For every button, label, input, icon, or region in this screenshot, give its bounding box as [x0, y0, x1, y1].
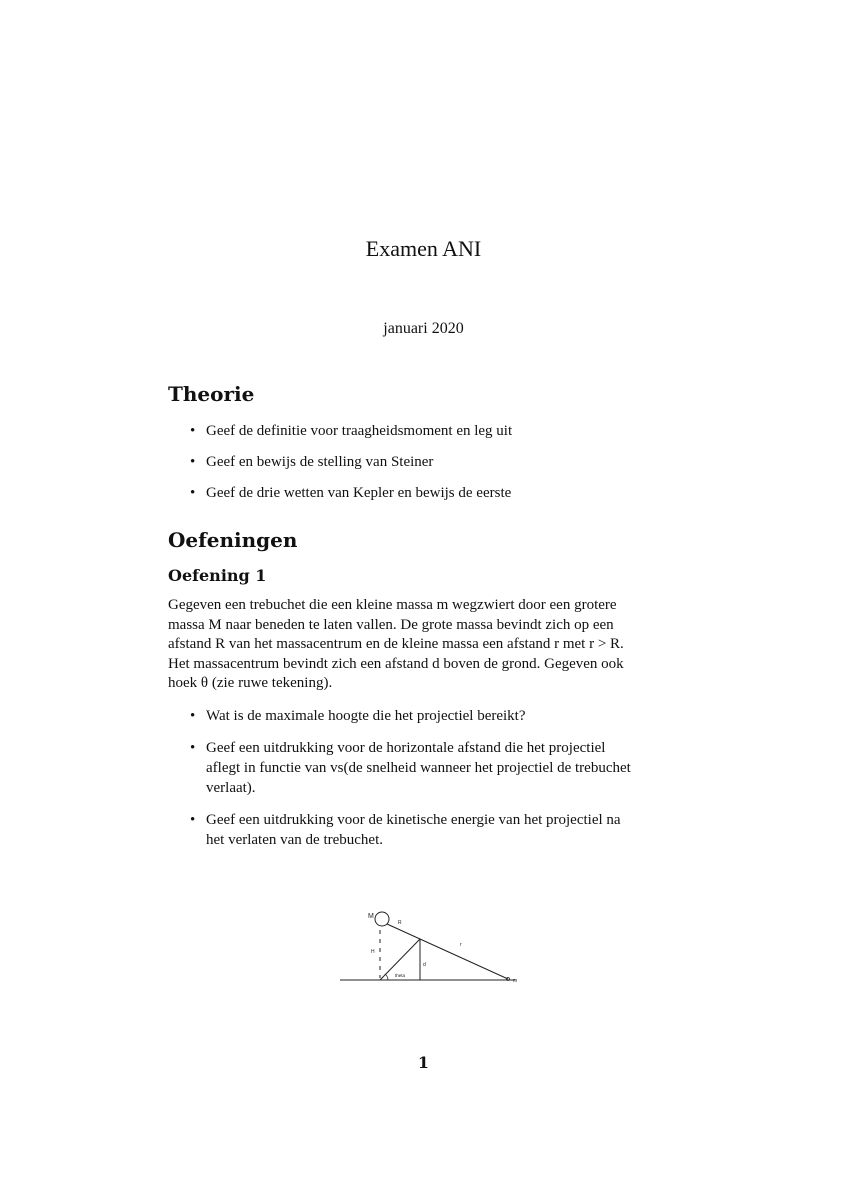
- theory-list: [190, 421, 512, 503]
- theta-arc: [385, 974, 388, 980]
- exercise-1-questions: [190, 706, 680, 850]
- page-title: Examen ANI: [365, 236, 482, 261]
- trebuchet-arm: [387, 924, 508, 979]
- list-item: • Geef en bewijs de stelling van Steiner: [190, 452, 512, 472]
- label-M: M: [368, 913, 374, 920]
- question-line: • Wat is de maximale hoogte die het projectiel bereikt?: [206, 708, 526, 724]
- intro-line: hoek θ (zie ruwe tekening).: [168, 675, 333, 691]
- trebuchet-sketch: [330, 900, 530, 990]
- list-item: • Geef de drie wetten van Kepler en bewijs de eerste: [190, 483, 512, 503]
- label-theta: theta: [395, 973, 406, 978]
- exercise-1-intro: [168, 596, 680, 694]
- question-line: • Geef een uitdrukking voor de horizontale afstand die het projectiel: [206, 740, 606, 756]
- question-line: aflegt in functie van vs(de snelheid wanneer het projectiel de trebuchet: [206, 760, 631, 776]
- label-R: R: [398, 920, 402, 926]
- label-d: d: [423, 962, 426, 968]
- question-line: • Geef een uitdrukking voor de kinetische energie van het projectiel na: [206, 812, 621, 828]
- page-number: 1: [417, 1053, 430, 1072]
- list-item: [190, 706, 680, 726]
- label-r: r: [460, 942, 462, 948]
- exercise-1-heading: Oefening 1: [168, 566, 267, 585]
- theory-heading: Theorie: [168, 382, 255, 406]
- label-m: m: [513, 978, 518, 984]
- list-item: • Geef de definitie voor traagheidsmoment en leg uit: [190, 421, 512, 441]
- intro-line: afstand R van het massacentrum en de kleine massa een afstand r met r > R.: [168, 636, 624, 652]
- list-item: [190, 738, 680, 798]
- intro-line: Het massacentrum bevindt zich een afstand d boven de grond. Gegeven ook: [168, 655, 624, 672]
- intro-line: massa M naar beneden te laten vallen. De grote massa bevindt zich op een: [168, 616, 614, 633]
- label-H: H: [371, 949, 375, 955]
- intro-line: Gegeven een trebuchet die een kleine massa m wegzwiert door een grotere: [168, 597, 617, 613]
- exercises-heading: Oefeningen: [168, 528, 298, 552]
- list-item: [190, 810, 680, 850]
- big-mass-circle: [375, 912, 389, 926]
- question-line: verlaat).: [206, 780, 256, 796]
- exam-date: januari 2020: [383, 320, 464, 337]
- question-line: het verlaten van de trebuchet.: [206, 832, 383, 848]
